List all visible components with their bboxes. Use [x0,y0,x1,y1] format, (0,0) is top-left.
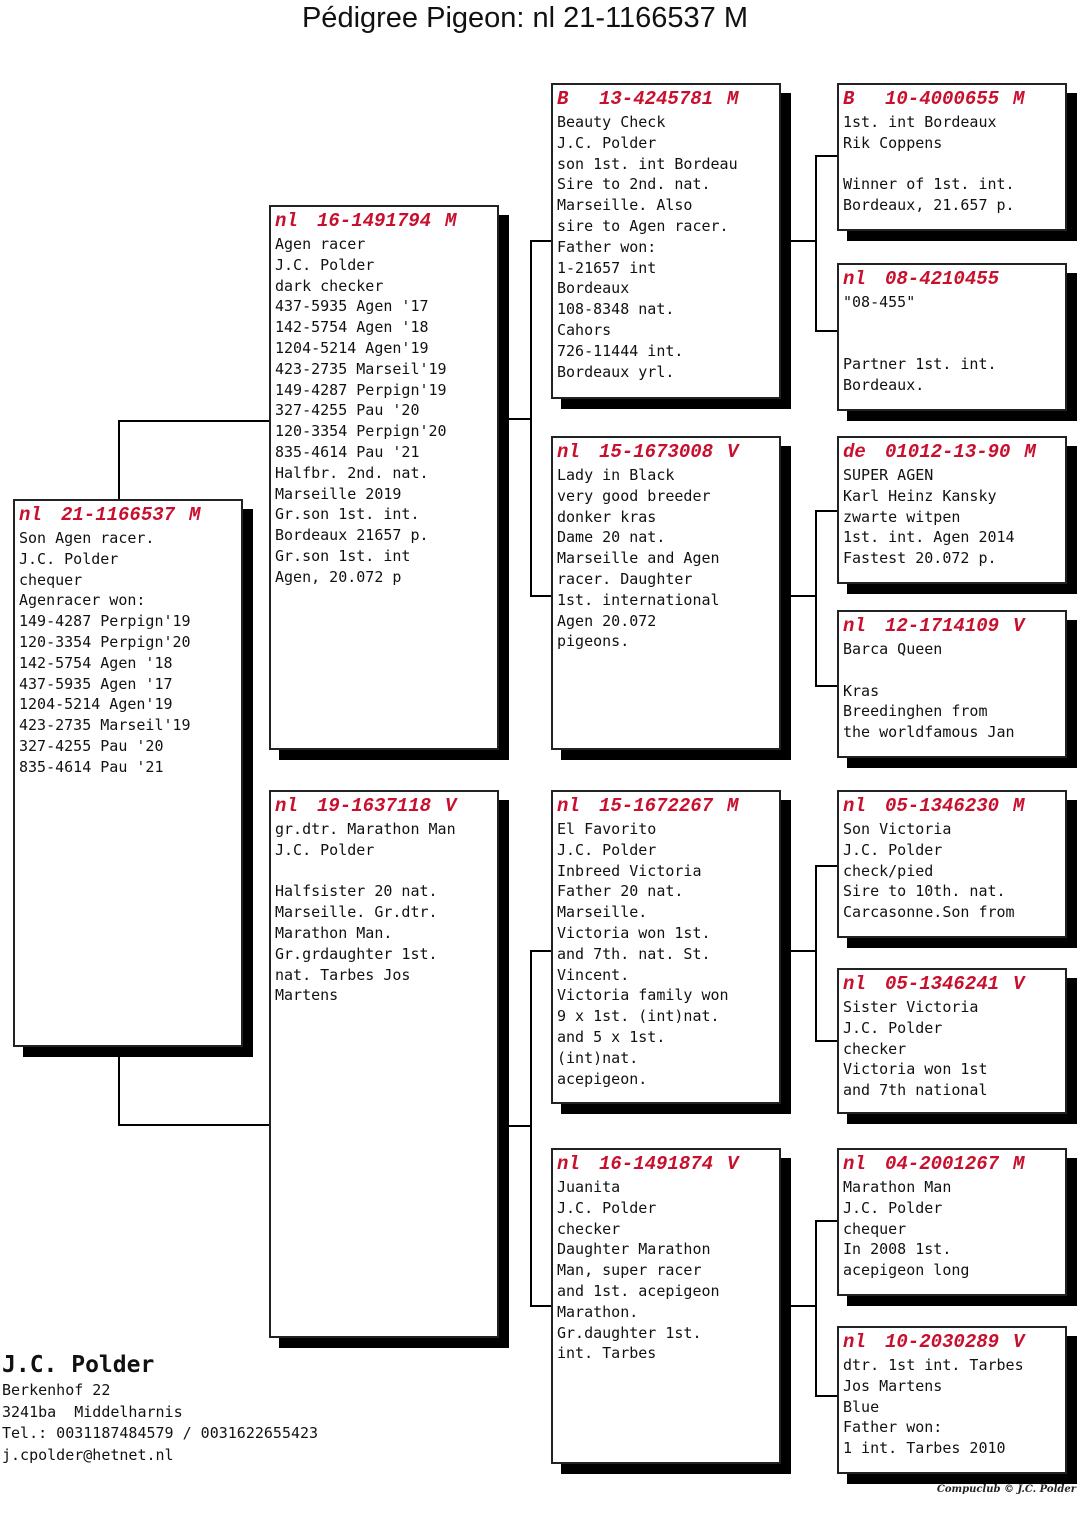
connector-line [530,240,552,242]
pigeon-card-sdd [837,610,1067,758]
pigeon-info-line: acepigeon long [843,1261,970,1280]
country-code: nl [843,973,866,995]
pigeon-info-line: chequer [843,1219,907,1238]
footer-credit: Compuclub © J.C. Polder [936,1484,1076,1495]
pigeon-info-line: and 7th national [843,1081,988,1100]
ring-number: 08-4210455 [885,268,1000,290]
pigeon-info-line: Victoria family won [557,986,729,1005]
pigeon-info-line: "08-455" [843,293,916,311]
pigeon-info-line: the worldfamous Jan [843,723,1015,742]
country-code: B [843,88,855,110]
pigeon-header [19,503,237,528]
pigeon-info-line: very good breeder [557,486,711,505]
pigeon-info-line: Marseille. Also [557,196,693,215]
connector-line [791,1305,816,1307]
pigeon-info-line: Blue [843,1397,880,1416]
pigeon-info-line: Agen, 20.072 p [275,567,402,586]
pigeon-info-line: Bordeaux [557,279,630,298]
pigeon-info-line: 726-11444 int. [557,341,684,360]
pigeon-info-line: 835-4614 Pau '21 [275,442,420,461]
pigeon-header [557,440,775,465]
connector-line [530,950,552,952]
pigeon-card-sds [837,436,1067,584]
pigeon-info-line: acepigeon. [557,1069,648,1088]
pigeon-info-line: 1st. int Bordeaux [843,113,997,131]
country-code: nl [557,795,580,817]
pigeon-info-line: Father 20 nat. [557,882,684,901]
connector-line [530,1305,552,1307]
sex-label: M [727,795,739,817]
connector-line [118,420,120,500]
ring-number: 12-1714109 [885,615,1000,637]
pigeon-info-line: Partner 1st. int. [843,355,997,374]
connector-line [530,595,552,597]
pigeon-info-line: 142-5754 Agen '18 [19,653,173,672]
sex-label: V [1013,615,1025,637]
country-code: nl [843,1331,866,1353]
connector-line [815,865,837,867]
pigeon-info-line: Inbreed Victoria [557,861,702,880]
pigeon-info-line: zwarte witpen [843,507,961,526]
pigeon-info-line: racer. Daughter [557,569,693,588]
owner-street: Berkenhof 22 [2,1381,111,1399]
pigeon-info-line: 835-4614 Pau '21 [19,757,164,776]
country-code: de [843,441,866,463]
ring-number: 10-4000655 [885,88,1000,110]
pigeon-info-line: sire to Agen racer. [557,216,729,235]
pigeon-info-line: Bordeaux yrl. [557,362,675,381]
pigeon-info-line: J.C. Polder [557,840,657,859]
pigeon-info-line: pigeons. [557,632,630,651]
pigeon-info-line: Father won: [557,237,657,256]
pigeon-info-line: 327-4255 Pau '20 [275,401,420,420]
sex-label: V [1013,1331,1025,1353]
sex-label: M [189,504,201,526]
pigeon-info-line: Carcasonne.Son from [843,903,1015,922]
pigeon-info-line: 9 x 1st. (int)nat. [557,1007,720,1026]
pigeon-info-line: Bordeaux. [843,376,925,395]
pigeon-info-line: Martens [275,986,339,1005]
pigeon-info-line: donker kras [557,507,657,526]
ring-number: 05-1346230 [885,795,1000,817]
pigeon-card-dam-sire [551,790,781,1104]
pigeon-info-line: Marseille. [557,903,648,922]
pigeon-info-line: Bordeaux 21657 p. [275,526,429,545]
connector-line [509,1125,531,1127]
pigeon-info-line: Gr.son 1st. int. [275,505,420,524]
pigeon-card-dss [837,790,1067,938]
pigeon-card-sire-sire [551,83,781,399]
country-code: nl [275,210,298,232]
pigeon-info-line: 1st. international [557,590,720,609]
pigeon-header [843,972,1061,997]
pigeon-info-line: J.C. Polder [557,133,657,152]
sex-label: M [1013,88,1025,110]
pigeon-info-line: Son Agen racer. [19,529,155,547]
connector-line [815,1040,837,1042]
pigeon-info-line: 437-5935 Agen '17 [19,674,173,693]
pigeon-info-line: Dame 20 nat. [557,528,666,547]
pigeon-header [843,1330,1061,1355]
pigeon-header [843,87,1061,112]
pigeon-info-line: SUPER AGEN [843,466,934,484]
pigeon-info-line: Kras [843,681,880,700]
connector-line [815,510,817,686]
pigeon-info-line: J.C. Polder [843,1018,943,1037]
country-code: nl [843,1153,866,1175]
pigeon-info-line: son 1st. int Bordeau [557,154,738,173]
owner-address [2,1350,318,1466]
pigeon-card-ssd [837,263,1067,411]
pigeon-info-line: 437-5935 Agen '17 [275,297,429,316]
page-title: Pédigree Pigeon: nl 21-1166537 M [301,2,749,34]
pigeon-header [843,614,1061,639]
pigeon-info-line: Vincent. [557,965,630,984]
pigeon-info-line: 120-3354 Perpign'20 [19,632,191,651]
pigeon-info-line: Father won: [843,1418,943,1437]
ring-number: 21-1166537 [61,504,176,526]
connector-line [815,510,837,512]
pigeon-header [557,1152,775,1177]
connector-line [118,1055,120,1125]
sex-label: V [727,1153,739,1175]
connector-line [815,865,817,1041]
pigeon-info-line: Marseille. Gr.dtr. [275,903,438,922]
pigeon-header [275,794,493,819]
pigeon-info-line: Juanita [557,1178,621,1196]
sex-label: V [445,795,457,817]
pigeon-info-line: Fastest 20.072 p. [843,549,997,568]
sex-label: M [1013,795,1025,817]
pigeon-info-line: nat. Tarbes Jos [275,965,411,984]
pigeon-info-line: Karl Heinz Kansky [843,486,997,505]
pigeon-info-line: Bordeaux, 21.657 p. [843,196,1015,215]
pigeon-info-line: and 5 x 1st. [557,1027,666,1046]
pigeon-info-line: Jos Martens [843,1376,943,1395]
connector-line [509,418,531,420]
pigeon-info-line: Marathon Man [843,1178,952,1196]
pigeon-info-line: 1-21657 int [557,258,657,277]
ring-number: 13-4245781 [599,88,714,110]
pigeon-info-line: and 1st. acepigeon [557,1281,720,1300]
connector-line [815,330,837,332]
connector-line [530,240,532,596]
connector-line [791,595,816,597]
country-code: B [557,88,569,110]
pigeon-info-line: Man, super racer [557,1261,702,1280]
pigeon-info-line: Victoria won 1st [843,1060,988,1079]
pigeon-header [275,209,493,234]
pigeon-info-line: J.C. Polder [557,1198,657,1217]
pigeon-info-line: J.C. Polder [843,840,943,859]
pigeon-info-line: Son Victoria [843,820,952,838]
sex-label: M [1024,441,1036,463]
pigeon-info-line: (int)nat. [557,1048,639,1067]
pigeon-info-line [843,154,1061,175]
pigeon-info-line: Victoria won 1st. [557,923,711,942]
pigeon-info-line: Beauty Check [557,113,666,131]
connector-line [791,950,816,952]
owner-email: j.cpolder@hetnet.nl [2,1445,174,1464]
pigeon-info-line: 1204-5214 Agen'19 [275,338,429,357]
pigeon-info-line: Winner of 1st. int. [843,175,1015,194]
pigeon-header [843,1152,1061,1177]
owner-phone: Tel.: 0031187484579 / 0031622655423 [2,1424,319,1442]
pigeon-info-line: Marseille and Agen [557,549,720,568]
pigeon-info-line: Halfbr. 2nd. nat. [275,463,429,482]
ring-number: 05-1346241 [885,973,1000,995]
country-code: nl [843,615,866,637]
sex-label: V [727,441,739,463]
pigeon-card-dsd [837,968,1067,1114]
pigeon-info-line: Rik Coppens [843,133,943,152]
pigeon-card-dds [837,1148,1067,1296]
country-code: nl [275,795,298,817]
connector-line [815,1220,817,1396]
pigeon-info-line: dtr. 1st int. Tarbes [843,1356,1024,1374]
pigeon-info-line: 149-4287 Perpign'19 [19,612,191,631]
connector-line [815,155,817,331]
ring-number: 19-1637118 [317,795,432,817]
pigeon-header [843,440,1061,465]
pigeon-info-line: J.C. Polder [275,255,375,274]
connector-line [815,1220,837,1222]
pigeon-info-line: 1 int. Tarbes 2010 [843,1439,1006,1458]
pigeon-info-line: El Favorito [557,820,657,838]
connector-line [815,685,837,687]
pigeon-info-line: In 2008 1st. [843,1240,952,1259]
ring-number: 01012-13-90 [885,441,1011,463]
pigeon-info-line: 423-2735 Marseil'19 [19,716,191,735]
pigeon-card-dam-dam [551,1148,781,1464]
pigeon-info-line: Marseille 2019 [275,484,402,503]
pigeon-info-line [843,313,1061,334]
pigeon-info-line: Sire to 2nd. nat. [557,175,711,194]
sex-label: V [1013,973,1025,995]
pigeon-info-line: Daughter Marathon [557,1240,711,1259]
connector-line [118,1124,270,1126]
country-code: nl [843,795,866,817]
pigeon-info-line: Marathon. [557,1302,639,1321]
pigeon-header [843,794,1061,819]
pigeon-info-line: 108-8348 nat. [557,300,675,319]
pigeon-info-line: and 7th. nat. St. [557,944,711,963]
pigeon-info-line: int. Tarbes [557,1344,657,1363]
pigeon-info-line: 1204-5214 Agen'19 [19,695,173,714]
connector-line [118,420,270,422]
pigeon-info-line: Breedinghen from [843,702,988,721]
connector-line [815,155,837,157]
country-code: nl [557,441,580,463]
pigeon-header [843,267,1061,292]
pigeon-card-dam [269,790,499,1338]
pigeon-header [557,794,775,819]
country-code: nl [843,268,866,290]
pigeon-info-line: Cahors [557,320,612,339]
pigeon-info-line: Sister Victoria [843,998,979,1016]
pigeon-info-line: Gr.daughter 1st. [557,1323,702,1342]
ring-number: 15-1672267 [599,795,714,817]
pigeon-info-line: Lady in Black [557,466,675,484]
pigeon-info-line: gr.dtr. Marathon Man [275,820,456,838]
pigeon-info-line: 1st. int. Agen 2014 [843,528,1015,547]
pigeon-info-line: checker [557,1219,621,1238]
pigeon-info-line: Gr.son 1st. int [275,546,411,565]
pigeon-info-line: 423-2735 Marseil'19 [275,359,447,378]
pigeon-info-line [843,334,1061,355]
owner-name: J.C. Polder [2,1352,155,1378]
country-code: nl [557,1153,580,1175]
pigeon-info-line: 120-3354 Perpign'20 [275,422,447,441]
sex-label: M [1013,1153,1025,1175]
pigeon-card-ddd [837,1326,1067,1474]
pigeon-info-line: Agen 20.072 [557,611,657,630]
pigeon-info-line: checker [843,1039,907,1058]
pigeon-info-line: Halfsister 20 nat. [275,882,438,901]
ring-number: 16-1491794 [317,210,432,232]
pigeon-info-line: J.C. Polder [275,840,375,859]
ring-number: 04-2001267 [885,1153,1000,1175]
pigeon-card-sss [837,83,1067,231]
pigeon-info-line: Sire to 10th. nat. [843,882,1006,901]
pigeon-card-sire-dam [551,436,781,750]
pigeon-info-line: dark checker [275,276,384,295]
pigeon-info-line: Marathon Man. [275,923,393,942]
pigeon-header [557,87,775,112]
pigeon-info-line: 149-4287 Perpign'19 [275,380,447,399]
pigeon-info-line: Barca Queen [843,640,943,658]
pigeon-info-line [275,861,493,882]
pigeon-info-line: chequer [19,570,83,589]
owner-city: 3241ba Middelharnis [2,1402,183,1421]
pigeon-info-line: J.C. Polder [843,1198,943,1217]
ring-number: 16-1491874 [599,1153,714,1175]
pigeon-info-line: Agenracer won: [19,591,146,610]
ring-number: 15-1673008 [599,441,714,463]
pigeon-info-line: 142-5754 Agen '18 [275,318,429,337]
connector-line [530,950,532,1306]
pigeon-info-line: 327-4255 Pau '20 [19,736,164,755]
ring-number: 10-2030289 [885,1331,1000,1353]
pigeon-info-line: J.C. Polder [19,549,119,568]
pigeon-info-line: Gr.grdaughter 1st. [275,944,438,963]
pigeon-info-line [843,660,1061,681]
connector-line [815,1395,837,1397]
sex-label: M [445,210,457,232]
pigeon-info-line: check/pied [843,861,934,880]
pigeon-card-subject [13,499,243,1047]
country-code: nl [19,504,42,526]
connector-line [791,240,816,242]
pigeon-card-sire [269,205,499,750]
sex-label: M [727,88,739,110]
pigeon-info-line: Agen racer [275,235,366,253]
